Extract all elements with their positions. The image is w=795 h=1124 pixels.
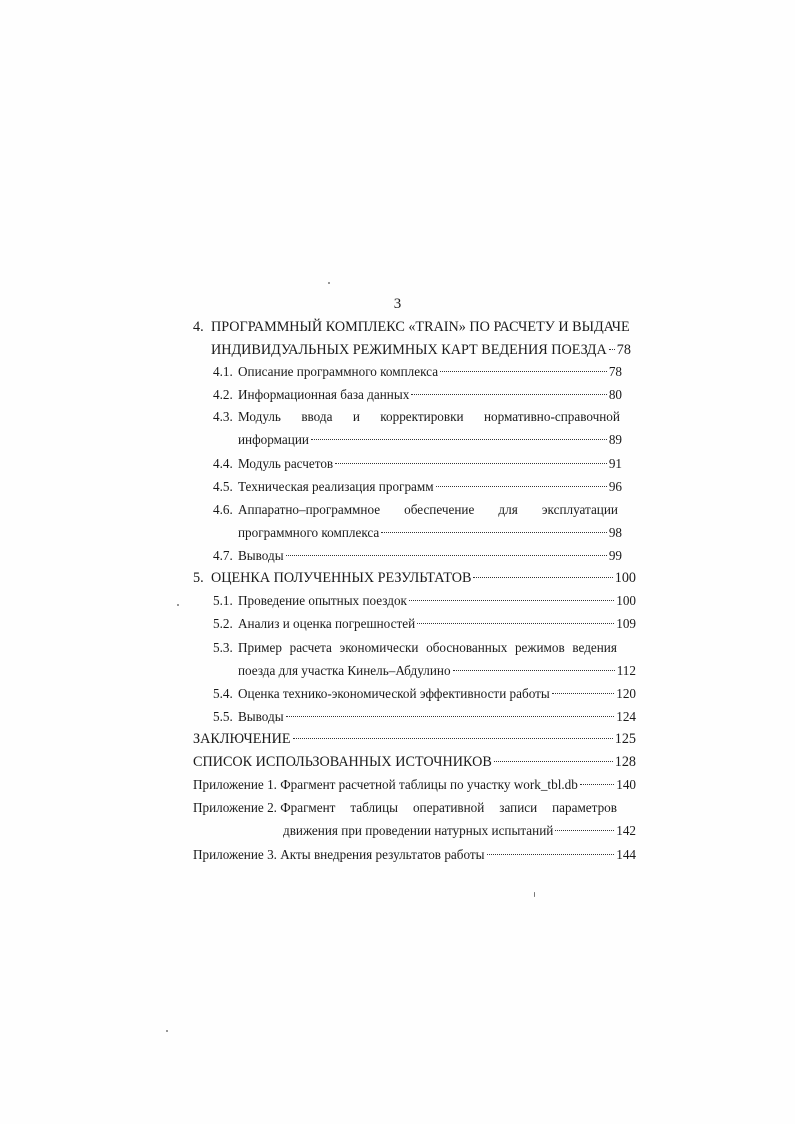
toc-page: 142 [616, 823, 636, 838]
scan-speck [177, 604, 179, 606]
toc-page: 78 [616, 342, 631, 358]
toc-title: ИНДИВИДУАЛЬНЫХ РЕЖИМНЫХ КАРТ ВЕДЕНИЯ ПОЕЗДА [211, 342, 607, 358]
toc-word: обоснованных [426, 640, 508, 655]
toc-title-justified [238, 407, 620, 427]
toc-title: Оценка технико-экономической эффективности работы [238, 686, 550, 701]
leader-dots [381, 532, 607, 533]
toc-conclusion [193, 729, 636, 749]
toc-appendix-1 [193, 775, 636, 795]
toc-page: 89 [608, 432, 622, 447]
leader-dots [473, 577, 612, 578]
toc-title: Выводы [238, 548, 284, 563]
toc-number: 5. [193, 570, 204, 586]
toc-word: обеспечение [404, 502, 475, 517]
scan-speck [328, 282, 330, 284]
toc-title: Анализ и оценка погрешностей [238, 616, 416, 631]
toc-page: 140 [616, 777, 636, 792]
toc-page: 112 [616, 663, 636, 678]
toc-word: и [352, 409, 360, 424]
toc-number: 4.6. [213, 502, 233, 517]
toc-word: режимов [514, 640, 565, 655]
leader-dots [436, 486, 607, 487]
leader-dots [417, 623, 614, 624]
toc-number: 4.3. [213, 409, 233, 424]
toc-word: Модуль [238, 409, 281, 424]
toc-title: программного комплекса [238, 525, 380, 540]
leader-dots [552, 693, 614, 694]
toc-sources [193, 752, 636, 772]
leader-dots [580, 784, 614, 785]
toc-word: оперативной [412, 800, 485, 815]
leader-dots [293, 738, 613, 739]
toc-entry-4-6-line-2 [238, 523, 622, 543]
toc-appendix-3 [193, 845, 636, 865]
toc-number: 5.5. [213, 709, 233, 724]
toc-title: Описание программного комплекса [238, 364, 439, 379]
toc-number: 4. [193, 319, 204, 335]
toc-entry-4-4 [213, 454, 622, 474]
toc-title: движения при проведении натурных испытаний [283, 823, 554, 838]
toc-word: записи [499, 800, 538, 815]
toc-page: 78 [608, 364, 622, 379]
toc-number: 4.2. [213, 387, 233, 402]
toc-number: 5.4. [213, 686, 233, 701]
toc-appendix-2-line-1 [193, 798, 617, 818]
toc-chapter-4-line-1 [193, 317, 630, 337]
toc-page: 144 [616, 847, 636, 862]
toc-word: ведения [572, 640, 617, 655]
toc-word: таблицы [350, 800, 399, 815]
toc-chapter-5 [193, 568, 636, 588]
toc-page: 99 [608, 548, 622, 563]
toc-title-justified [238, 638, 617, 658]
toc-title: ОЦЕНКА ПОЛУЧЕННЫХ РЕЗУЛЬТАТОВ [211, 570, 472, 586]
page-number: 3 [393, 296, 402, 312]
toc-page: 96 [608, 479, 622, 494]
toc-entry-4-5 [213, 477, 622, 497]
leader-dots [555, 830, 614, 831]
toc-word: параметров [552, 800, 617, 815]
toc-title: Информационная база данных [238, 387, 410, 402]
toc-number: 4.1. [213, 364, 233, 379]
toc-title: Приложение 3. Акты внедрения результатов работы [193, 847, 485, 862]
scan-speck [166, 1030, 168, 1032]
toc-title: Выводы [238, 709, 284, 724]
toc-page: 109 [616, 616, 636, 631]
toc-entry-5-3-line-1 [213, 638, 617, 658]
toc-page: 120 [616, 686, 636, 701]
toc-page: 100 [614, 570, 636, 586]
leader-dots [494, 761, 613, 762]
toc-word: для [498, 502, 518, 517]
toc-word: ввода [301, 409, 333, 424]
leader-dots [440, 371, 607, 372]
scan-speck [534, 892, 535, 897]
toc-page: 80 [608, 387, 622, 402]
toc-title: Приложение 1. Фрагмент расчетной таблицы по участку work_tbl.db [193, 777, 578, 792]
toc-entry-5-4 [213, 684, 636, 704]
leader-dots [335, 463, 607, 464]
toc-number: 4.5. [213, 479, 233, 494]
toc-chapter-4-line-2 [211, 340, 631, 360]
leader-dots [411, 394, 606, 395]
leader-dots [286, 716, 615, 717]
toc-title: ПРОГРАММНЫЙ КОМПЛЕКС «TRAIN» ПО РАСЧЕТУ И ВЫДАЧЕ [211, 319, 630, 335]
toc-number: 4.4. [213, 456, 233, 471]
toc-page: 128 [614, 754, 636, 770]
toc-entry-4-3-line-1 [213, 407, 620, 427]
toc-page: 125 [614, 731, 636, 747]
toc-appendix-2-line-2 [283, 821, 636, 841]
leader-dots [311, 439, 607, 440]
toc-word: расчета [289, 640, 332, 655]
toc-title: Модуль расчетов [238, 456, 334, 471]
toc-entry-4-2 [213, 385, 622, 405]
leader-dots [487, 854, 615, 855]
toc-title: поезда для участка Кинель–Абдулино [238, 663, 451, 678]
toc-page: 124 [616, 709, 636, 724]
toc-word: Аппаратно–программное [238, 502, 381, 517]
toc-entry-4-7 [213, 546, 622, 566]
leader-dots [453, 670, 615, 671]
toc-number: 5.2. [213, 616, 233, 631]
toc-title-justified [193, 798, 617, 818]
toc-entry-4-6-line-1 [213, 500, 618, 520]
toc-entry-5-5 [213, 707, 636, 727]
toc-number: 4.7. [213, 548, 233, 563]
toc-number: 5.3. [213, 640, 233, 655]
toc-word: эксплуатации [541, 502, 618, 517]
toc-entry-5-2 [213, 614, 636, 634]
toc-word: экономически [339, 640, 419, 655]
leader-dots [409, 600, 614, 601]
toc-title: Техническая реализация программ [238, 479, 434, 494]
toc-page: 98 [608, 525, 622, 540]
toc-entry-4-3-line-2 [238, 430, 622, 450]
toc-word: Пример [238, 640, 282, 655]
toc-title-justified [238, 500, 618, 520]
leader-dots [609, 349, 615, 350]
toc-page: 100 [616, 593, 636, 608]
toc-word: нормативно-справочной [483, 409, 620, 424]
toc-title: Проведение опытных поездок [238, 593, 407, 608]
toc-title: информации [238, 432, 309, 447]
toc-entry-5-3-line-2 [238, 661, 636, 681]
toc-entry-5-1 [213, 591, 636, 611]
toc-title: СПИСОК ИСПОЛЬЗОВАННЫХ ИСТОЧНИКОВ [193, 754, 492, 770]
toc-number: 5.1. [213, 593, 233, 608]
toc-entry-4-1 [213, 362, 622, 382]
toc-word: корректировки [380, 409, 464, 424]
toc-word: Приложение 2. Фрагмент [193, 800, 336, 815]
toc-title: ЗАКЛЮЧЕНИЕ [193, 731, 291, 747]
leader-dots [286, 555, 607, 556]
toc-page: 91 [608, 456, 622, 471]
